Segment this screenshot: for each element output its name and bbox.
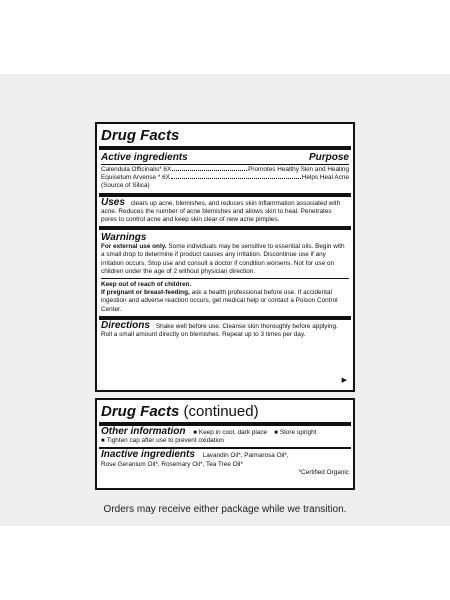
ingredient-purpose: Promotes Healthy Skin and Healing <box>248 166 349 173</box>
pregnant-label: If pregnant or breast-feeding, <box>101 289 190 297</box>
ingredient-name: Calendula Officinalis* 6X <box>101 166 172 173</box>
active-ingredient-row <box>101 166 349 174</box>
drug-facts-continued-panel <box>95 398 355 490</box>
external-use-text: Some individuals may be sensitive to essential oils. Begin with a small drop to determine if product causes any irritation. Discontinue use if any irritation occurs. Stop use and consult a doctor if condition worsens. Not for use on children under the age of 2 without physician direction. <box>101 243 345 275</box>
warnings-heading: Warnings <box>101 232 147 244</box>
other-item: Store upright <box>279 429 317 436</box>
other-item: Keep in cool, dark place <box>198 429 268 436</box>
source-note: (Source of Silica) <box>101 182 150 190</box>
active-ingredients-heading: Active ingredients <box>101 152 188 163</box>
children-pregnancy-section <box>97 279 353 316</box>
uses-heading: Uses <box>101 196 125 208</box>
title-text: Drug Facts <box>101 403 180 420</box>
inactive-ingredients-text: Lavandin Oil*, Palmarosa Oil*, <box>202 452 289 460</box>
ingredient-name: Equisetum Arvense * 6X <box>101 174 170 182</box>
inactive-ingredients-heading: Inactive ingredients <box>101 449 195 461</box>
pregnant-text: ask a health professional before use. If accidental ingestion and adverse reaction occurs, get medical help or contact a Poison Control Center. <box>101 289 338 313</box>
active-ingredient-row <box>101 174 349 182</box>
uses-text: clears up acne, blemishes, and reduces skin inflammation associated with acne. Reduces the number of acne blemishes and allows skin to heal. Penetrates pores to control acne and keep skin clear of new acne pimples. <box>101 199 341 224</box>
purpose-heading: Purpose <box>308 152 349 163</box>
certified-organic-note: *Certified Organic <box>298 468 349 476</box>
dot-leader <box>171 178 301 179</box>
active-ingredients-section <box>97 150 353 193</box>
uses-section <box>97 197 353 227</box>
warnings-section <box>97 230 353 278</box>
title-suffix: (continued) <box>183 403 259 420</box>
inactive-ingredients-section <box>97 449 353 479</box>
transition-notice: Orders may receive either package while we transition. <box>103 504 347 515</box>
other-information-heading: Other information <box>101 426 186 437</box>
continue-arrow-icon: ▶ <box>341 377 347 384</box>
drug-facts-title: Drug Facts <box>101 127 180 144</box>
directions-section <box>97 320 353 341</box>
drug-facts-continued-title <box>97 400 353 422</box>
inactive-ingredients-text: Rose Geranium Oil*, Rosemary Oil*, Tea Tree Oil* <box>101 460 243 468</box>
bullet-icon: ■ <box>193 430 197 436</box>
bullet-icon: ■ <box>274 430 278 436</box>
drug-facts-panel <box>95 122 355 392</box>
dot-leader <box>172 170 247 171</box>
keep-out-of-reach: Keep out of reach of children. <box>101 281 192 289</box>
other-item: Tighten cap after use to prevent oxidation <box>106 437 224 445</box>
external-use-label: For external use only. <box>101 243 167 251</box>
other-information-section <box>97 426 353 447</box>
divider <box>101 164 349 165</box>
ingredient-purpose: Helps Heal Acne <box>301 174 349 182</box>
directions-heading: Directions <box>101 319 150 331</box>
directions-text: Shake well before use. Cleanse skin thoroughly before applying. Roll a small amount directly on blemishes. Repeat up to 3 times per day. <box>101 322 338 339</box>
bullet-icon: ■ <box>101 438 105 445</box>
